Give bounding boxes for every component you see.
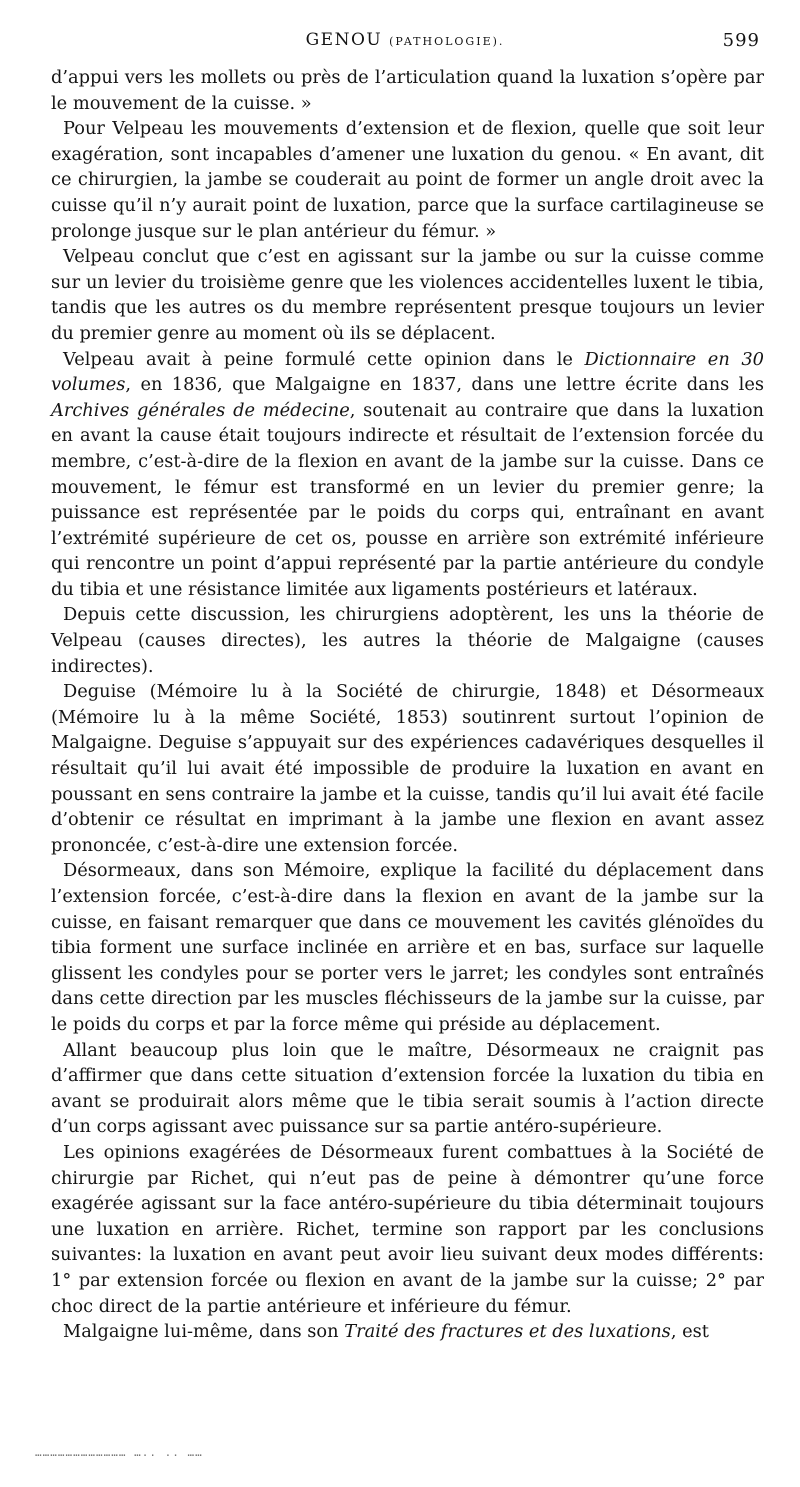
text-run: Velpeau conclut que c’est en agissant sur la jambe ou sur la cuisse comme sur un levier du troisième genre que les violences accidentelles luxent le tibia, tandis que les autres os du membre représentent presque toujours un levier du premier genre au moment où ils se déplacent. (51, 246, 764, 344)
body-text (51, 65, 764, 1345)
paragraph (51, 858, 764, 1037)
text-run: Les opinions exagérées de Désormeaux furent combattues à la Société de chirurgie par Richet, qui n’eut pas de peine à démontrer qu’une force exagérée agissant sur la face antéro-supérieure du tibia déterminait toujours une luxation en arrière. Richet, termine son rapport par les conclusions suivantes: la luxation en avant peut avoir lieu suivant deux modes différents: 1° par extension forcée ou flexion en avant de la jambe sur la cuisse; 2° par choc direct de la partie antérieure et inférieure du fémur. (51, 1141, 764, 1317)
running-title (50, 30, 760, 50)
italic-title: Archives générales de médecine (51, 399, 350, 421)
paragraph (51, 65, 764, 116)
paragraph (51, 347, 764, 603)
text-run: , soutenait au contraire que dans la luxation en avant la cause était toujours indirecte et résultait de l’extension forcée du membre, c’est-à-dire de la flexion en avant de la jambe sur la cuisse. Dans ce mouvement, le fémur est transformé en un levier du premier genre; la puissance est représentée par le poids du corps qui, entraînant en avant l’extrémité supérieure de cet os, pousse en arrière son extrémité inférieure qui rencontre un point d’appui représenté par la partie antérieure du condyle du tibia et une résistance limitée aux ligaments postérieurs et latéraux. (51, 399, 765, 600)
page-number: 599 (722, 30, 760, 51)
paragraph (51, 679, 764, 858)
italic-title: Traité des fractures et des luxations (344, 1321, 671, 1343)
text-run: d’appui vers les mollets ou près de l’articulation quand la luxation s’opère par le mouvement de la cuisse. » (51, 67, 764, 114)
text-run: Malgaigne lui-même, dans son (63, 1321, 345, 1343)
running-header (50, 30, 760, 56)
running-title-sub: (PATHOLOGIE). (389, 35, 505, 48)
text-run: Velpeau avait à peine formulé cette opinion dans le (63, 348, 585, 370)
paragraph (51, 602, 764, 679)
paragraph (51, 1140, 764, 1319)
paragraph (51, 1319, 764, 1345)
text-run: Depuis cette discussion, les chirurgiens adoptèrent, les uns la théorie de Velpeau (causes directes), les autres la théorie de Malgaigne (causes indirectes). (51, 604, 764, 677)
text-run: , est (670, 1321, 709, 1343)
footer-leader: ……………………………… ….. .. …… (35, 1446, 203, 1459)
italic-title: Dictionnaire en 30 volumes (51, 348, 764, 396)
text-run: Deguise (Mémoire lu à la Société de chirurgie, 1848) et Désormeaux (Mémoire lu à la même Société, 1853) soutinrent surtout l’opinion de Malgaigne. Deguise s’appuyait sur des expériences cadavériques desquelles il résultait qu’il lui avait été impossible de produire la luxation en avant en poussant en sens contraire la jambe et la cuisse, tandis qu’il lui avait été facile d’obtenir ce résultat en imprimant à la jambe une flexion en avant assez prononcée, c’est-à-dire une extension forcée. (51, 681, 764, 856)
text-run: Pour Velpeau les mouvements d’extension et de flexion, quelle que soit leur exagération, sont incapables d’amener une luxation du genou. « En avant, dit ce chirurgien, la jambe se couderait au point de former un angle droit avec la cuisse qu’il n’y aurait point de luxation, parce que la surface cartilagineuse se prolonge jusque sur le plan antérieur du fémur. » (51, 118, 764, 242)
paragraph (51, 1038, 764, 1140)
paragraph (51, 116, 764, 244)
text-run: Allant beaucoup plus loin que le maître, Désormeaux ne craignit pas d’affirmer que dans cette situation d’extension forcée la luxation du tibia en avant se produirait alors même que le tibia serait soumis à l’action directe d’un corps agissant avec puissance sur sa partie antéro-supérieure. (51, 1039, 764, 1138)
running-title-main: GENOU (305, 30, 383, 50)
text-run: , en 1836, que Malgaigne en 1837, dans une lettre écrite dans les (125, 374, 764, 396)
paragraph (51, 244, 764, 346)
text-run: Désormeaux, dans son Mémoire, explique la facilité du déplacement dans l’extension forcée, c’est-à-dire dans la flexion en avant de la jambe sur la cuisse, en faisant remarquer que dans ce mouvement les cavités glénoïdes du tibia forment une surface inclinée en arrière et en bas, surface sur laquelle glissent les condyles pour se porter vers le jarret; les condyles sont entraînés dans cette direction par les muscles fléchisseurs de la jambe sur la cuisse, par le poids du corps et par la force même qui préside au déplacement. (51, 860, 764, 1035)
